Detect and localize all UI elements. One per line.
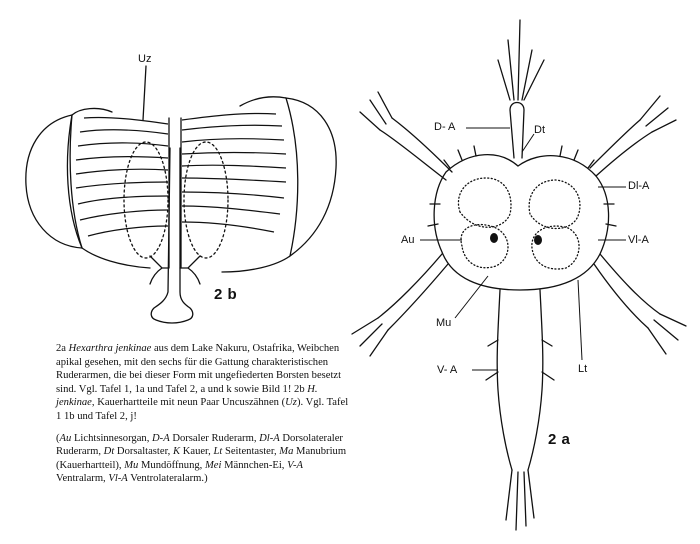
caption-abbrev: D-A <box>152 432 170 444</box>
caption-paragraph-description <box>56 342 352 424</box>
caption-text: Männchen-Ei, <box>221 459 288 471</box>
caption-abbrev: Mu <box>124 459 139 471</box>
caption-text: Ventralarm, <box>56 473 109 485</box>
caption-species-abbrev: H. jenkinae <box>56 383 318 409</box>
caption-text: , Kauerhartteile mit neun Paar Uncuszähnen ( <box>91 397 286 409</box>
caption-paragraph-legend <box>56 432 352 486</box>
caption-abbrev: Ma <box>279 446 294 458</box>
caption-abbrev: Mei <box>204 459 222 471</box>
caption-abbrev: V-A <box>287 459 303 471</box>
caption-text: Lichtsinnesorgan, <box>71 432 153 444</box>
figure-2a-label-mu: Mu <box>436 317 452 329</box>
caption-text: Kauer, <box>180 446 214 458</box>
figure-2b-label-uz: Uz <box>138 53 152 65</box>
caption-text: Manubrium (Kauerhartteil), <box>56 446 347 471</box>
figure-2a-label-au: Au <box>401 234 415 246</box>
caption-abbrev: Au <box>59 432 72 444</box>
caption-abbrev: Vl-A <box>108 473 128 485</box>
caption-text: Mundöffnung, <box>138 459 205 471</box>
figure-2a-label-d-a: D- A <box>434 121 456 133</box>
caption-abbrev-uz: Uz <box>285 397 297 409</box>
caption-text: Dorsaler Ruderarm, <box>169 432 260 444</box>
caption-abbrev: Dl-A <box>259 432 280 444</box>
caption-text: Seitentaster, <box>222 446 280 458</box>
caption-text: Dorsaltaster, <box>114 446 173 458</box>
caption-text: Dorsolateraler Ruderarm, <box>56 432 343 458</box>
figure-caption <box>56 342 352 486</box>
figure-2a-label-dt: Dt <box>534 124 545 136</box>
caption-species-name: Hexarthra jenkinae <box>68 343 152 354</box>
figure-2a-label-vl-a: Vl-A <box>628 234 649 246</box>
caption-abbrev: K <box>172 446 181 458</box>
caption-text: ). Vgl. Tafel 1 1b und Tafel 2, j! <box>56 397 349 422</box>
caption-abbrev: Lt <box>213 446 223 458</box>
figure-2a-label-dl-a: Dl-A <box>628 180 650 192</box>
caption-text: ( <box>56 432 60 444</box>
caption-text: Ventrolateralarm.) <box>127 473 208 485</box>
caption-text: 2a <box>56 343 69 354</box>
figure-2b-number: 2 b <box>214 286 238 303</box>
caption-text: aus dem Lake Nakuru, Ostafrika, Weibchen apikal gesehen, mit den sechs für die Gattung charakteristischen Ruderarmen, die bei dieser Form mit ungefiederten Borsten besetzt sind. Vgl. Tafel 1, 1a und Tafel 2, a und k sowie Bild 1! 2b <box>56 343 342 395</box>
figure-2a-number: 2 a <box>548 431 571 448</box>
figure-2a-label-lt: Lt <box>578 363 588 375</box>
figure-2a-label-v-a: V- A <box>437 364 458 376</box>
caption-abbrev: Dt <box>103 446 115 458</box>
